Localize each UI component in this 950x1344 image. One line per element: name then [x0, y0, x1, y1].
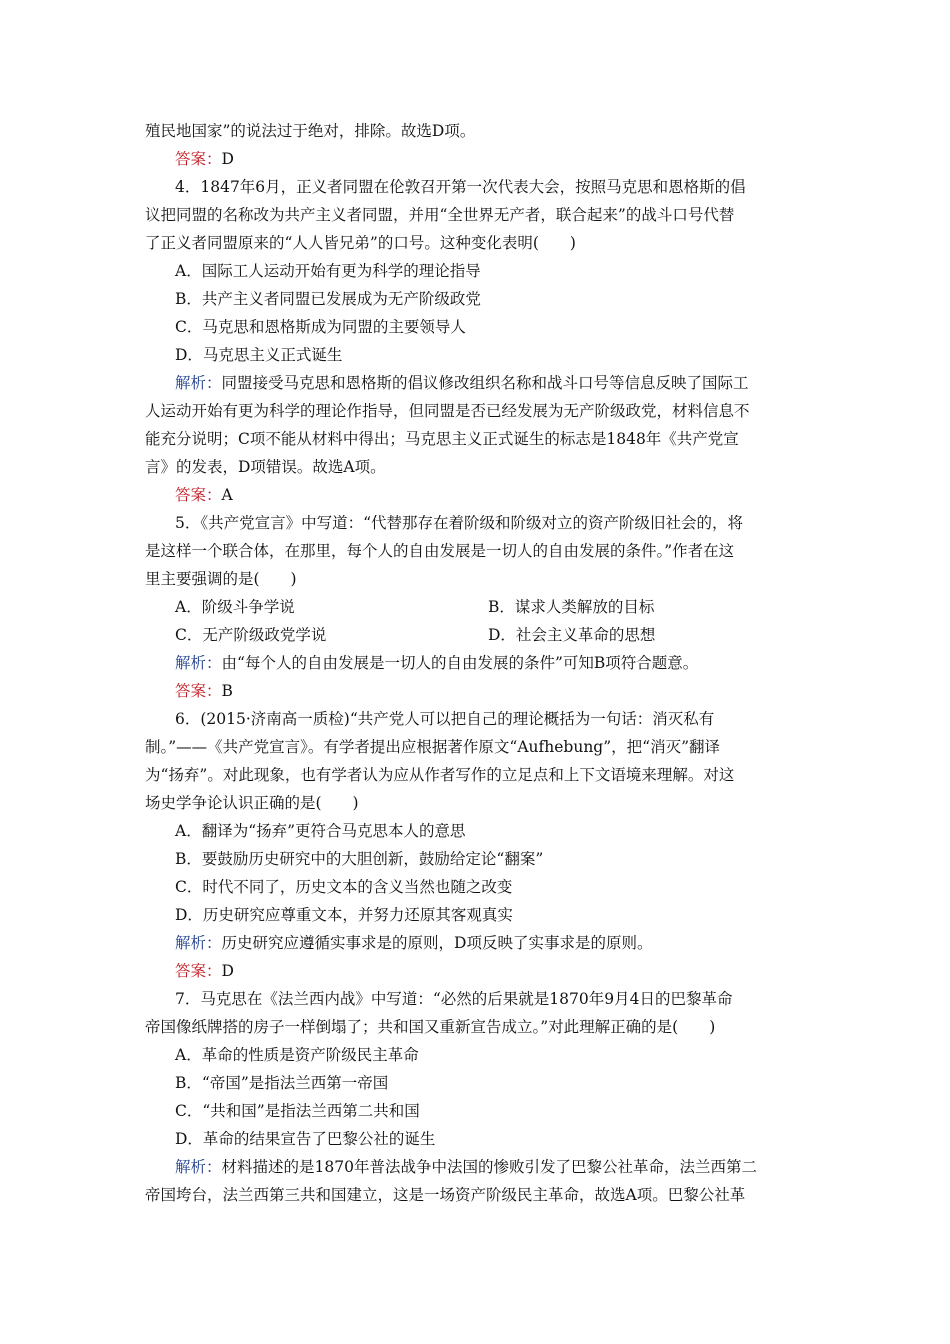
answer-label: 答案： [175, 962, 222, 980]
answer-value: A [221, 486, 233, 504]
analysis-label: 解析： [175, 1158, 222, 1176]
analysis-label: 解析： [175, 374, 222, 392]
q5-analysis-line: 解析：由“每个人的自由发展是一切人的自由发展的条件”可知B项符合题意。 [175, 654, 699, 672]
q5-option-c: C．无产阶级政党学说 [175, 626, 327, 644]
q4-answer [175, 485, 233, 505]
q7-stem-line: 7．马克思在《法兰西内战》中写道：“必然的后果就是1870年9月4日的巴黎革命 [175, 990, 733, 1008]
analysis-label: 解析： [175, 654, 222, 672]
q6-option-b: B．要鼓励历史研究中的大胆创新，鼓励给定论“翻案” [175, 850, 544, 868]
q7-stem-line: 帝国像纸牌搭的房子一样倒塌了；共和国又重新宣告成立。”对此理解正确的是( ) [145, 1018, 716, 1036]
intro-tail: 殖民地国家”的说法过于绝对，排除。故选D项。 [145, 122, 476, 140]
q6-stem-line: 场史学争论认识正确的是( ) [145, 794, 359, 812]
q7-option-b: B．“帝国”是指法兰西第一帝国 [175, 1074, 389, 1092]
q4-option-d: D．马克思主义正式诞生 [175, 346, 343, 364]
q6-analysis-line: 解析：历史研究应遵循实事求是的原则，D项反映了实事求是的原则。 [175, 934, 653, 952]
q6-option-d: D．历史研究应尊重文本，并努力还原其客观真实 [175, 906, 513, 924]
intro-answer [175, 149, 234, 169]
q4-analysis-line: 言》的发表，D项错误。故选A项。 [145, 458, 386, 476]
answer-label: 答案： [175, 486, 222, 504]
q6-option-c: C．时代不同了，历史文本的含义当然也随之改变 [175, 878, 513, 896]
q5-stem-line: 5．《共产党宣言》中写道：“代替那存在着阶级和阶级对立的资产阶级旧社会的，将 [175, 514, 744, 532]
q7-option-c: C．“共和国”是指法兰西第二共和国 [175, 1102, 420, 1120]
q5-answer [175, 681, 233, 701]
q5-option-d: D．社会主义革命的思想 [488, 626, 656, 644]
q6-answer [175, 961, 234, 981]
answer-label: 答案： [175, 150, 222, 168]
analysis-label: 解析： [175, 934, 222, 952]
q4-option-b: B．共产主义者同盟已发展成为无产阶级政党 [175, 290, 481, 308]
q6-stem-line: 6．(2015·济南高一质检)“共产党人可以把自己的理论概括为一句话：消灭私有 [175, 710, 715, 728]
q4-stem-line: 了正义者同盟原来的“人人皆兄弟”的口号。这种变化表明( ) [145, 234, 576, 252]
answer-label: 答案： [175, 682, 222, 700]
q7-analysis-line: 解析：材料描述的是1870年普法战争中法国的惨败引发了巴黎公社革命，法兰西第二 [175, 1158, 757, 1176]
q7-option-d: D．革命的结果宣告了巴黎公社的诞生 [175, 1130, 436, 1148]
answer-value: D [221, 150, 234, 168]
q4-analysis-line: 解析：同盟接受马克思和恩格斯的倡议修改组织名称和战斗口号等信息反映了国际工 [175, 374, 749, 392]
q5-stem-line: 里主要强调的是( ) [145, 570, 297, 588]
q6-stem-line: 制。”——《共产党宣言》。有学者提出应根据著作原文“Aufhebung”，把“消灭”翻译 [145, 738, 721, 756]
q7-option-a: A．革命的性质是资产阶级民主革命 [175, 1046, 419, 1064]
answer-value: B [221, 682, 233, 700]
q4-option-c: C．马克思和恩格斯成为同盟的主要领导人 [175, 318, 466, 336]
q6-option-a: A．翻译为“扬弃”更符合马克思本人的意思 [175, 822, 466, 840]
q5-option-b: B．谋求人类解放的目标 [488, 598, 655, 616]
q4-stem-line: 4．1847年6月，正义者同盟在伦敦召开第一次代表大会，按照马克思和恩格斯的倡 [175, 178, 746, 196]
q4-option-a: A．国际工人运动开始有更为科学的理论指导 [175, 262, 481, 280]
q5-option-a: A．阶级斗争学说 [175, 598, 295, 616]
q5-stem-line: 是这样一个联合体，在那里，每个人的自由发展是一切人的自由发展的条件。”作者在这 [145, 542, 735, 560]
q6-stem-line: 为“扬弃”。对此现象，也有学者认为应从作者写作的立足点和上下文语境来理解。对这 [145, 766, 735, 784]
q7-analysis-line: 帝国垮台，法兰西第三共和国建立，这是一场资产阶级民主革命，故选A项。巴黎公社革 [145, 1186, 746, 1204]
q4-analysis-line: 人运动开始有更为科学的理论作指导，但同盟是否已经发展为无产阶级政党，材料信息不 [145, 402, 750, 420]
q4-stem-line: 议把同盟的名称改为共产主义者同盟，并用“全世界无产者，联合起来”的战斗口号代替 [145, 206, 735, 224]
q4-analysis-line: 能充分说明；C项不能从材料中得出；马克思主义正式诞生的标志是1848年《共产党宣 [145, 430, 739, 448]
answer-value: D [221, 962, 234, 980]
